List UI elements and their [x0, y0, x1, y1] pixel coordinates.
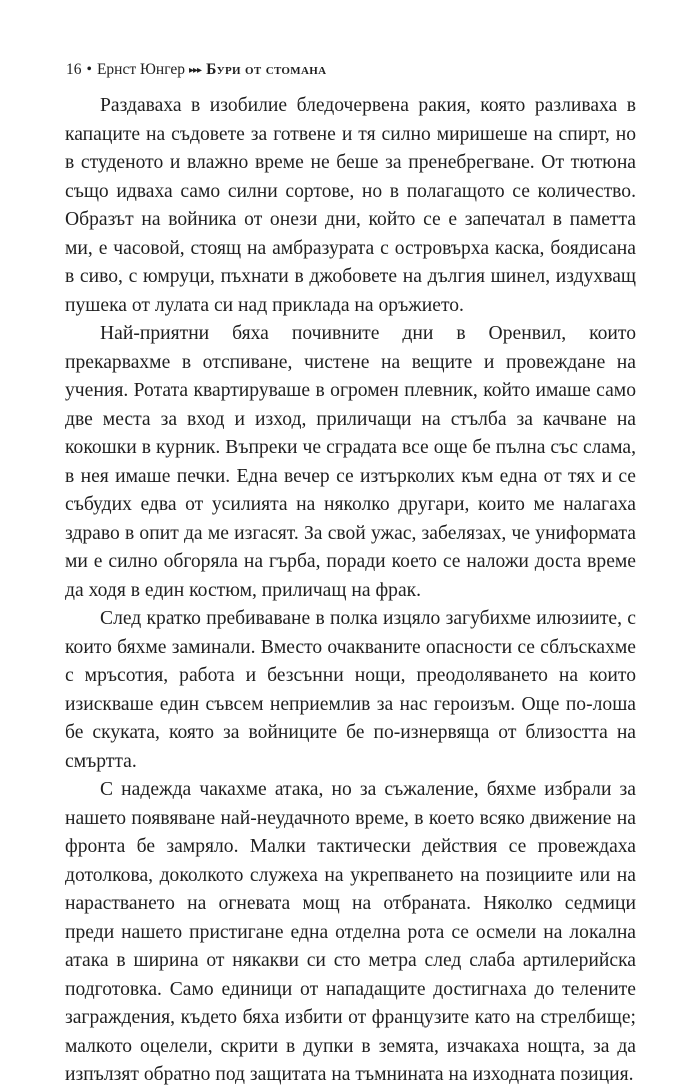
paragraph: След кратко пребиваване в полка изцяло загубихме илюзиите, с които бяхме заминали. Вместо очакваните опасности се сблъскахме с мръсотия, работа и безсънни нощи, преодоляването на които изискваше един съвсем неприемлив за нас героизъм. Още по-лоша бе скуката, която за войниците бе по-изнервяща от близостта на смъртта.	[65, 608, 636, 772]
body-text	[65, 92, 636, 1090]
paragraph: Раздаваха в изобилие бледочервена ракия, която разливаха в капаците на съдовете за готвене и тя силно миришеше на спирт, но в студеното и влажно време не беше за пренебрегване. От тютюна също идваха само силни сортове, но в полагащото се количество. Образът на войника от онези дни, който се е запечатал в паметта ми, е часовой, стоящ на амбразурата с островърха каска, боядисана в сиво, с юмруци, пъхнати в джобовете на дългия шинел, издухващ пушека от лулата си над приклада на оръжието.	[65, 95, 636, 316]
arrows-ornament-icon: ▸▸▸	[189, 65, 202, 76]
running-head	[66, 60, 326, 82]
header-separator: •	[86, 61, 92, 78]
paragraph: Най-приятни бяха почивните дни в Оренвил, които прекарвахме в отспиване, чистене на вещите и провеждане на учения. Ротата квартируваше в огромен плевник, който имаше само две места за вход и изход, приличащи на стълба за качване на кокошки в курник. Въпреки че сградата все още бе пълна със слама, в нея имаше печки. Една вечер се изтърколих към една от тях и се събудих едва от усилията на няколко другари, които ме налагаха здраво в опит да ме изгасят. За свой ужас, забелязах, че униформата ми е силно обгоряла на гърба, поради което се наложи доста време да ходя в един костюм, приличащ на фрак.	[65, 323, 636, 601]
page-number: 16	[66, 61, 82, 78]
book-title: Бури от стомана	[206, 61, 327, 78]
author-name: Ернст Юнгер	[96, 61, 185, 78]
paragraph: С надежда чакахме атака, но за съжаление, бяхме избрали за нашето появяване най-неудачното време, в което всяко движение на фронта бе замряло. Малки тактически действия се провеждаха дотолкова, доколкото служеха на укрепването на позициите или на нарастването на огневата мощ на отбраната. Няколко седмици преди нашето пристигане една отделна рота се осмели на локална атака в ширина от някакви си сто метра след слаба артилерийска подготовка. Само единици от нападащите достигнаха до телените заграждения, където бяха избити от французите като на стрелбище; малкото оцелели, скрити в дупки в земята, изчакаха нощта, за да изпълзят обратно под защитата на тъмнината на изходната позиция.	[65, 779, 636, 1085]
